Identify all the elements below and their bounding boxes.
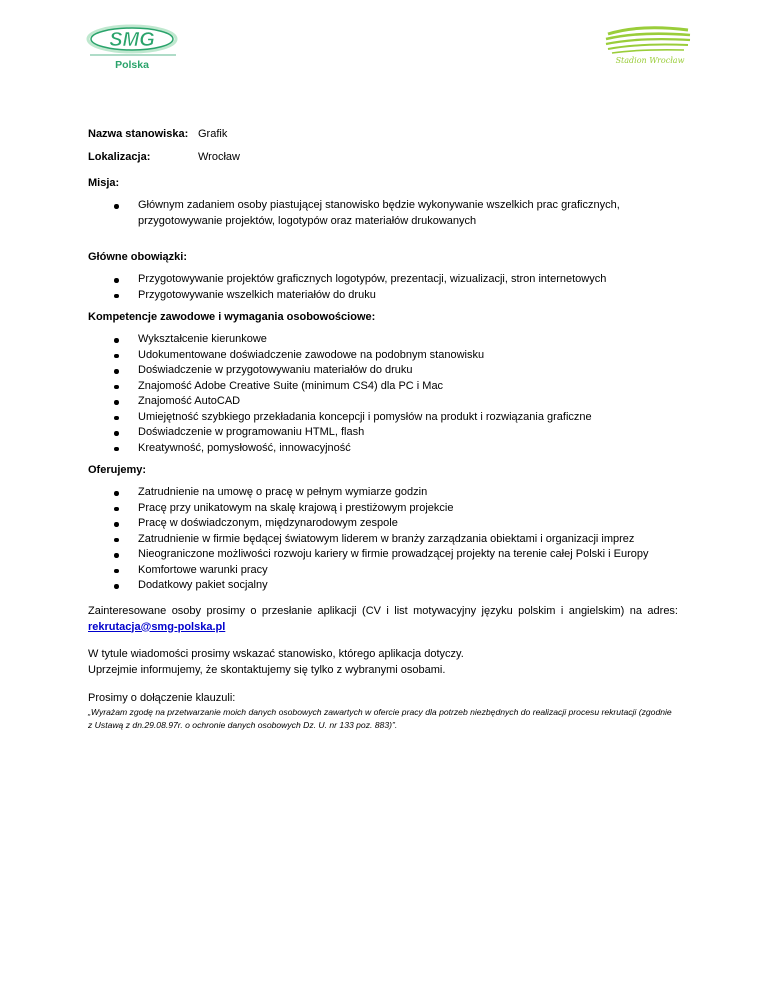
application-paragraph xyxy=(88,603,678,635)
mission-list xyxy=(88,198,678,229)
offer-title: Oferujemy: xyxy=(88,464,147,476)
logo-polska-text: Polska xyxy=(115,59,149,71)
list-item: Znajomość Adobe Creative Suite (minimum CS4) dla PC i Mac xyxy=(88,379,678,395)
list-item: Kreatywność, pomysłowość, innowacyjność xyxy=(88,441,678,457)
list-item: Przygotowywanie projektów graficznych logotypów, prezentacji, wizualizacji, stron internetowych xyxy=(88,272,678,288)
field-location-label: Lokalizacja: xyxy=(88,151,151,163)
note-position: W tytule wiadomości prosimy wskazać stanowisko, którego aplikacja dotyczy. xyxy=(88,647,464,660)
note-contact: Uprzejmie informujemy, że skontaktujemy się tylko z wybranymi osobami. xyxy=(88,663,446,676)
list-item: Doświadczenie w programowaniu HTML, flash xyxy=(88,425,678,441)
duties-title: Główne obowiązki: xyxy=(88,251,188,263)
field-location-value: Wrocław xyxy=(198,151,240,163)
job-offer-document xyxy=(88,128,678,732)
application-text: Zainteresowane osoby prosimy o przesłanie aplikacji (CV i list motywacyjny języku polskim i angielskim) na adres: xyxy=(88,604,678,617)
requirements-title: Kompetencje zawodowe i wymagania osobowościowe: xyxy=(88,311,376,323)
duties-list xyxy=(88,272,678,303)
list-item: Pracę w doświadczonym, międzynarodowym zespole xyxy=(88,516,678,532)
list-item: Umiejętność szybkiego przekładania koncepcji i pomysłów na produkt i rozwiązania graficzne xyxy=(88,410,678,426)
mission-title: Misja: xyxy=(88,177,120,189)
clause-text: „Wyrażam zgodę na przetwarzanie moich danych osobowych zawartych w ofercie pracy dla potrzeb niezbędnych do realizacji procesu rekrutacji (zgodnie z Ustawą z dn.29.08.97r. o ochronie danych osobowych Dz. U. nr 133 poz. 883)”. xyxy=(88,706,672,730)
list-item: Zatrudnienie w firmie będącej światowym liderem w branży zarządzania obiektami i organizacji imprez xyxy=(88,532,678,548)
smg-polska-logo xyxy=(86,22,182,72)
requirements-list xyxy=(88,332,678,456)
logo-stadion-text: Stadion Wrocław xyxy=(615,56,685,65)
field-position xyxy=(88,128,678,150)
list-item: Wykształcenie kierunkowe xyxy=(88,332,678,348)
list-item: Zatrudnienie na umowę o pracę w pełnym wymiarze godzin xyxy=(88,485,678,501)
field-position-value: Grafik xyxy=(198,128,228,140)
clause-intro: Prosimy o dołączenie klauzuli: xyxy=(88,691,236,704)
field-position-label: Nazwa stanowiska: xyxy=(88,128,189,140)
stadion-wroclaw-logo xyxy=(600,22,700,68)
list-item: Znajomość AutoCAD xyxy=(88,394,678,410)
offer-list xyxy=(88,485,678,594)
list-item: Doświadczenie w przygotowywaniu materiałów do druku xyxy=(88,363,678,379)
list-item: Komfortowe warunki pracy xyxy=(88,563,678,579)
list-item: Udokumentowane doświadczenie zawodowe na podobnym stanowisku xyxy=(88,348,678,364)
list-item: Przygotowywanie wszelkich materiałów do druku xyxy=(88,288,678,304)
field-location xyxy=(88,151,678,173)
application-email-link[interactable]: rekrutacja@smg-polska.pl xyxy=(88,620,226,633)
list-item: Nieograniczone możliwości rozwoju kariery w firmie prowadzącej projekty na terenie całej Polski i Europy xyxy=(88,547,678,563)
logo-smg-text: SMG xyxy=(109,29,155,51)
list-item: Pracę przy unikatowym na skalę krajową i prestiżowym projekcie xyxy=(88,501,678,517)
list-item: Dodatkowy pakiet socjalny xyxy=(88,578,678,594)
list-item: Głównym zadaniem osoby piastującej stanowisko będzie wykonywanie wszelkich prac graficznych, przygotowywanie projektów, logotypów oraz materiałów drukowanych xyxy=(88,198,678,229)
